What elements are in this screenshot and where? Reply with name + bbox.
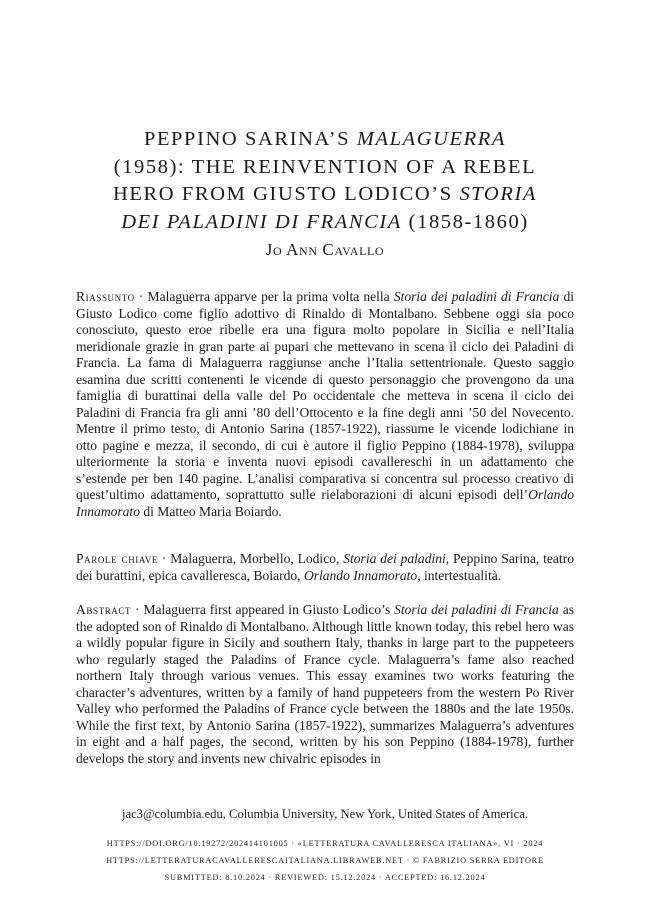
publisher-url-line: HTTPS://LETTERATURACAVALLERESCAITALIANA.LIBRAWEB.NET · © FABRIZIO SERRA EDITORE	[106, 856, 544, 865]
doi-journal-line: HTTPS://DOI.ORG/10.19272/202414101005 · «LETTERATURA CAVALLERESCA ITALIANA», VI · 2024	[106, 839, 544, 848]
article-title	[60, 126, 590, 236]
riassunto-italic: Storia dei paladini di Francia	[393, 289, 560, 304]
submission-dates-line: SUBMITTED: 8.10.2024 · REVIEWED: 15.12.2024 · ACCEPTED: 16.12.2024	[164, 873, 486, 882]
title-italic-text: DEI PALADINI DI FRANCIA	[121, 210, 402, 233]
keywords-text: , intertestualità.	[417, 567, 502, 583]
riassunto-text: di Matteo Maria Boiardo.	[139, 503, 282, 519]
title-line-2: (1958): THE REINVENTION OF A REBEL	[113, 155, 537, 178]
abstract-label: Abstract	[76, 602, 132, 617]
riassunto-text: Malaguerra apparve per la prima volta nella	[147, 289, 394, 304]
riassunto-italic: Orlando Innamorato	[76, 487, 574, 519]
title-italic-text: STORIA	[459, 183, 538, 205]
author-affiliation-email: jac3@columbia.edu, Columbia University, New York, United States of America.	[121, 807, 528, 821]
keywords-label: Parole chiave	[76, 551, 159, 566]
title-text: PEPPINO SARINA’S	[143, 128, 357, 150]
abstract-text: as the adopted son of Rinaldo di Montalbano. Although little known today, this rebel hero was a wildly popular figure in Sicily and southern Italy, thanks in large part to the puppeteers who regularly staged the Paladins of France cycle. Malaguerra’s fame also reached northern Italy through various venues. This essay examines two works featuring the character’s adventures, written by a family of hand puppeteers from the western Po River Valley who performed the Paladins of France cycle between the 1880s and the late 1950s. While the first text, by Antonio Sarina (1857-1922), summarizes Malaguerra’s adventures in eight and a half pages, the second, written by his son Peppino (1884-1978), further develops the story and invents new chivalric episodes in	[76, 602, 574, 766]
keywords-italic: Orlando Innamorato	[303, 567, 418, 583]
abstract-text: Malaguerra first appeared in Giusto Lodico’s	[143, 602, 395, 617]
title-line-3	[113, 183, 537, 205]
title-text: HERO FROM GIUSTO LODICO’S	[112, 183, 460, 205]
riassunto-paragraph	[76, 289, 574, 520]
abstract-italic: Storia dei paladini di Francia	[394, 602, 559, 617]
separator: ·	[131, 602, 144, 617]
keywords-italian-paragraph	[76, 551, 574, 584]
title-italic-text: MALAGUERRA	[356, 128, 507, 150]
riassunto-label: Riassunto	[76, 289, 135, 304]
title-text: (1858-1860)	[401, 210, 529, 233]
separator: ·	[134, 289, 148, 304]
abstract-paragraph	[76, 602, 574, 767]
riassunto-text: di Giusto Lodico come figlio adottivo di Rinaldo di Montalbano. Sebbene oggi sia poco conosciuto, questo eroe ribelle era una figura molto popolare in Sicilia e nell’Italia meridionale grazie in gran parte ai pupari che mettevano in scena il ciclo dei Paladini di Francia. La fama di Malaguerra raggiunse anche l’Italia settentrionale. Questo saggio esamina due scritti contenenti le vicende di questo personaggio che provengono da una famiglia di burattinai della valle del Po occidentale che metteva in scena il ciclo dei Paladini di Francia fra gli anni ’80 dell’Ottocento e la fine degli anni ’50 del Novecento. Mentre il primo testo, di Antonio Sarina (1857-1922), riassume le vicende lodichiane in otto pagine e mezza, il secondo, di cui è autore il figlio Peppino (1884-1978), sviluppa ulteriormente la storia e inventa nuovi episodi cavallereschi in un adattamento che s’estende per ben 140 pagine. L’analisi comparativa si concentra sul processo creativo di quest’ultimo adattamento, soprattutto sulle rielaborazioni di alcuni episodi dell’	[76, 289, 574, 502]
title-line-4	[121, 211, 529, 233]
keywords-italic: Storia dei paladini	[343, 551, 446, 566]
author-name: Jo Ann Cavallo	[265, 240, 385, 259]
separator: ·	[158, 551, 171, 566]
keywords-text: Malaguerra, Morbello, Lodico,	[170, 551, 344, 566]
title-line-1	[144, 128, 506, 150]
keywords-text: , Peppino Sarina, teatro dei burattini, epica cavalleresca, Boiardo,	[76, 551, 574, 583]
